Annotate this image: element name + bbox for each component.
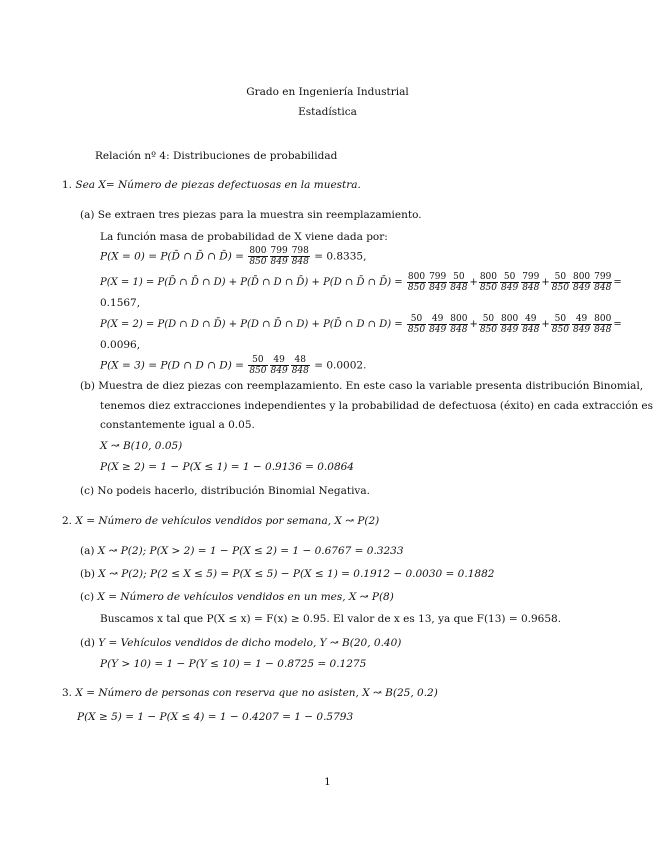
problem-1a-label: (a) [80,209,95,221]
problem-2a-text: X ↝ P(2); P(X > 2) = 1 − P(X ≤ 2) = 1 − 0.6767 = 0.3233 [97,545,404,557]
problem-3-number: 3. [62,687,73,699]
px0-line [100,246,366,267]
px2-value: 0.0096, [100,339,141,351]
sheet-title: Relación nº 4: Distribuciones de probabilidad [95,150,338,162]
problem-2c-label: (c) [80,591,95,603]
problem-1b-line2: tenemos diez extracciones independientes y la probabilidad de defectuosa (éxito) en cada extracción es [100,400,654,412]
problem-1-text: Sea X= Número de piezas defectuosas en la muestra. [75,179,361,191]
problem-2-number: 2. [62,515,73,527]
px0-frac-2: $\frac{799}{849}$ [270,246,288,267]
px0-frac-1: $\frac{800}{850}$ [249,246,267,267]
problem-2d [80,637,401,649]
problem-1a-intro: La función masa de probabilidad de X viene dada por: [100,231,388,243]
problem-1b-calc: P(X ≥ 2) = 1 − P(X ≤ 1) = 1 − 0.9136 = 0.0864 [100,461,354,473]
problem-2-statement [62,515,379,527]
problem-3-result: P(X ≥ 5) = 1 − P(X ≤ 4) = 1 − 0.4207 = 1 − 0.5793 [77,711,354,723]
px0-frac-3: $\frac{798}{848}$ [291,246,309,267]
px2-line: P(X = 2) = P(D ∩ D ∩ D̄) + P(D ∩ D̄ ∩ D) + P(D̄ ∩ D ∩ D) = $\frac{50}{850}$ $\frac{49}{849}$ $\frac{800}{848}$ + $\frac{50}{850}$ $\frac{800}{849}$ $\frac{49}{848}$ + $\frac{50}{850}$ $\frac{49}{849}$ $\frac{800}{848}$ = [100,314,622,335]
problem-2-text: X = Número de vehículos vendidos por semana, X ↝ P(2) [75,515,380,527]
degree-title: Grado en Ingeniería Industrial [246,86,409,98]
px3-lhs: P(X = 3) = P(D ∩ D ∩ D) = [100,359,244,372]
px0-lhs: P(X = 0) = P(D̄ ∩ D̄ ∩ D̄) = [100,250,244,263]
problem-1-number: 1. [62,179,73,191]
page-number: 1 [324,776,331,788]
problem-3-text: X = Número de personas con reserva que no asisten, X ↝ B(25, 0.2) [75,687,438,699]
px1-lhs: P(X = 1) = P(D̄ ∩ D̄ ∩ D) + P(D̄ ∩ D ∩ D̄) + P(D ∩ D̄ ∩ D̄) = [100,277,403,288]
problem-1c [80,485,370,497]
px1-line: P(X = 1) = P(D̄ ∩ D̄ ∩ D) + P(D̄ ∩ D ∩ D̄) + P(D ∩ D̄ ∩ D̄) = $\frac{800}{850}$ $\frac{799}{849}$ $\frac{50}{848}$ + $\frac{800}{850}$ $\frac{50}{849}$ $\frac{799}{848}$ + $\frac{50}{850}$ $\frac{800}{849}$ $\frac{799}{848}$ = [100,272,622,293]
problem-1a-text: Se extraen tres piezas para la muestra sin reemplazamiento. [97,209,422,221]
problem-2d-result: P(Y > 10) = 1 − P(Y ≤ 10) = 1 − 0.8725 = 0.1275 [100,658,367,670]
problem-2c [80,591,394,603]
problem-2c-result: Buscamos x tal que P(X ≤ x) = F(x) ≥ 0.95. El valor de x es 13, ya que F(13) = 0.9658. [100,613,562,625]
px3-value: = 0.0002. [314,359,367,372]
problem-1c-label: (c) [80,485,95,497]
subject-title: Estadística [298,106,357,118]
px2-lhs: P(X = 2) = P(D ∩ D ∩ D̄) + P(D ∩ D̄ ∩ D) + P(D̄ ∩ D ∩ D) = [100,319,403,330]
problem-1b-line3: constantemente igual a 0.05. [100,419,255,431]
problem-2b-text: X ↝ P(2); P(2 ≤ X ≤ 5) = P(X ≤ 5) − P(X ≤ 1) = 0.1912 − 0.0030 = 0.1882 [98,568,495,580]
problem-2a-label: (a) [80,545,95,557]
problem-1b-label: (b) [80,380,95,392]
problem-2b [80,568,494,580]
problem-1-statement [62,179,361,191]
problem-1b [80,380,643,392]
problem-2d-text: Y = Vehículos vendidos de dicho modelo, Y ↝ B(20, 0.40) [98,637,402,649]
problem-2b-label: (b) [80,568,95,580]
problem-1b-line1: Muestra de diez piezas con reemplazamiento. En este caso la variable presenta distribución Binomial, [98,380,644,392]
px3-line: P(X = 3) = P(D ∩ D ∩ D) = $\frac{50}{850}$ $\frac{49}{849}$ $\frac{48}{848}$ = 0.0002. [100,355,367,376]
px0-value: = 0.8335, [314,250,367,263]
problem-2c-text: X = Número de vehículos vendidos en un mes, X ↝ P(8) [97,591,394,603]
problem-2d-label: (d) [80,637,95,649]
problem-1a [80,209,422,221]
px1-value: 0.1567, [100,297,141,309]
problem-3-statement [62,687,438,699]
problem-2a [80,545,404,557]
problem-1b-dist: X ↝ B(10, 0.05) [100,440,183,452]
problem-1c-text: No podeis hacerlo, distribución Binomial Negativa. [97,485,370,497]
